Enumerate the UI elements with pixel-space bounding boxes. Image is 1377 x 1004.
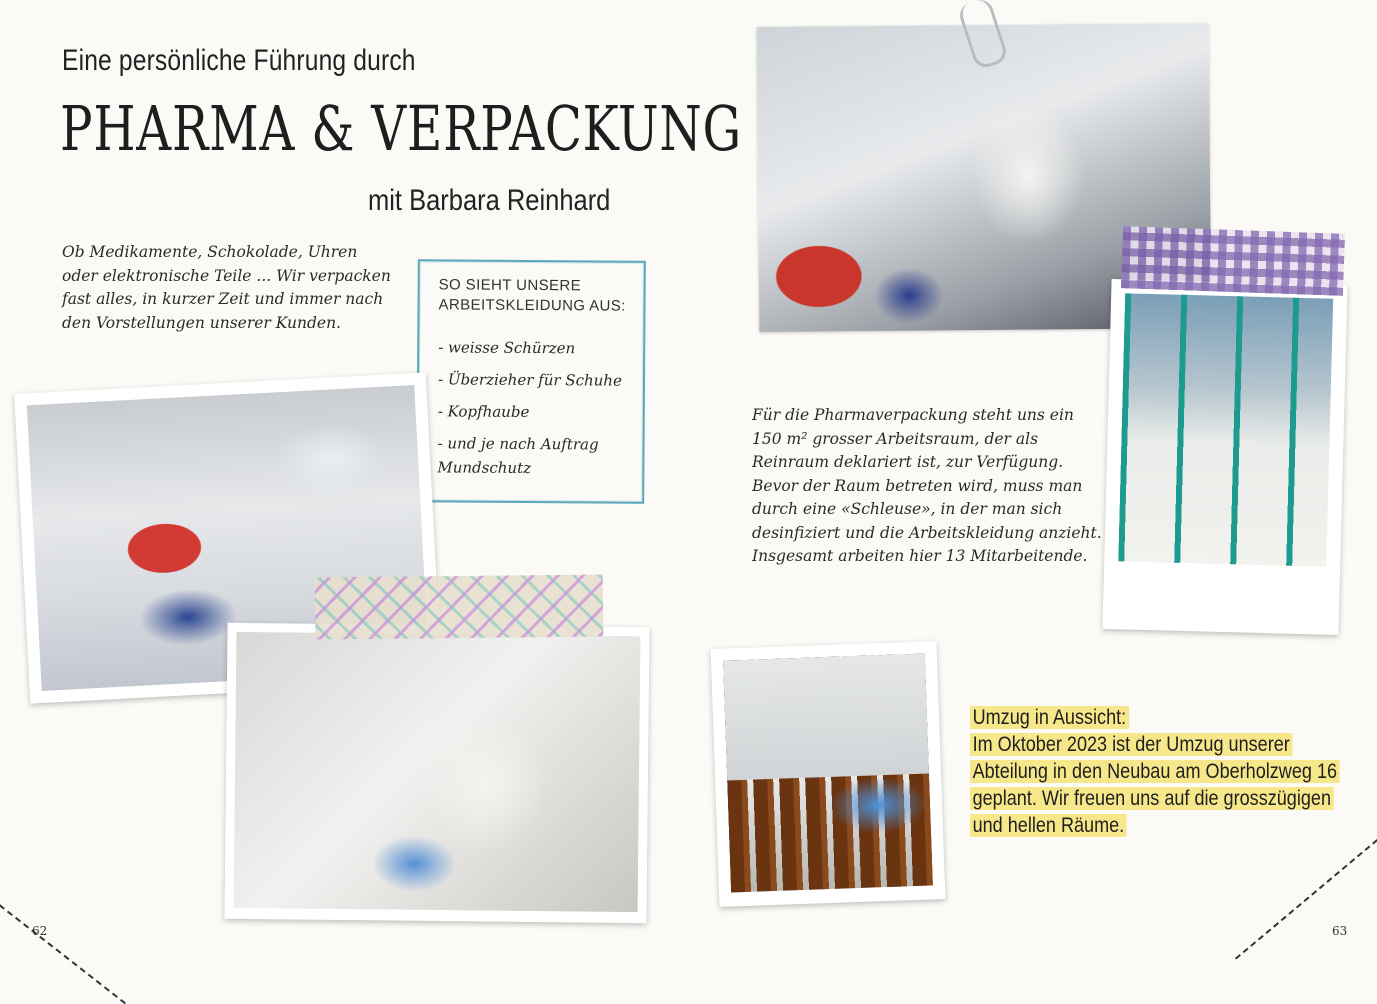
relocation-line: geplant. Wir freuen uns auf die grosszügigen [970, 785, 1334, 812]
cleanroom-paragraph: Für die Pharmaverpackung steht uns ein 150 m² grosser Arbeitsraum, der als Reinraum deklariert ist, zur Verfügung. Bevor der Raum betreten wird, muss man durch eine «Schleuse», in der man sich desinfiziert und die Arbeitskleidung anzieht. Insgesamt arbeiten hier 13 Mitarbeitende. [752, 406, 1102, 565]
intro-paragraph: Ob Medikamente, Schokolade, Uhren oder elektronische Teile ... Wir verpacken fast alles, in kurzer Zeit und immer nach den Vorstellungen unserer Kunden. [62, 243, 391, 332]
page-number-right: 63 [1332, 924, 1348, 938]
dashed-corner-line [1235, 839, 1377, 959]
note-item: - weisse Schürzen [438, 338, 576, 358]
photo-smiling-worker [224, 623, 649, 923]
photo-medicine-bottles [711, 641, 946, 907]
note-list [437, 335, 638, 488]
zigzag-tape [315, 574, 604, 639]
relocation-line: Im Oktober 2023 ist der Umzug unserer [970, 731, 1292, 758]
dashed-corner-line [0, 898, 126, 1004]
note-heading: SO SIEHT UNSERE ARBEITSKLEIDUNG AUS: [438, 276, 626, 315]
relocation-note [970, 704, 1342, 839]
note-item: - und je nach Auftrag Mundschutz [437, 434, 599, 478]
page-title: PHARMA & VERPACKUNG [60, 92, 742, 165]
page-number-left: 62 [32, 924, 48, 938]
relocation-line: Abteilung in den Neubau am Oberholzweg 16 [970, 758, 1340, 785]
author-line: mit Barbara Reinhard [368, 184, 611, 217]
note-item: - Kopfhaube [437, 402, 530, 421]
note-item: - Überzieher für Schuhe [437, 370, 622, 390]
photo-inhaler-boxes [1102, 279, 1347, 635]
checkered-tape [1121, 226, 1345, 296]
clothing-note-box [416, 259, 646, 504]
relocation-line: Umzug in Aussicht: [970, 704, 1129, 731]
relocation-line: und hellen Räume. [970, 812, 1127, 839]
intro-heading: Eine persönliche Führung durch [62, 44, 416, 77]
